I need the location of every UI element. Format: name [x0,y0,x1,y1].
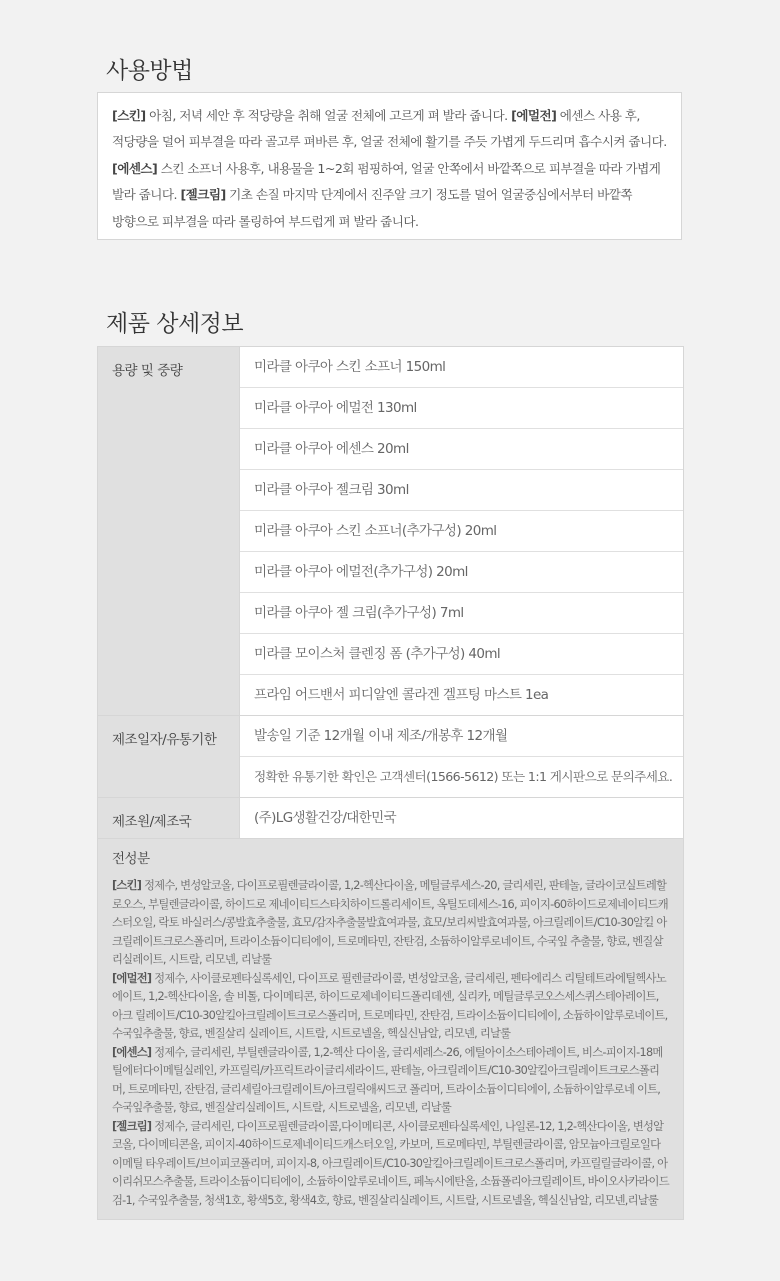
capacity-item: 미라클 아쿠아 젤크림 30ml [240,470,683,511]
ingredients-title: 전성분 [112,851,150,867]
ingredients-tag-gelcream: [젤크림] [112,1119,152,1133]
ingredients-tag-emulsion: [에멀전] [112,971,152,985]
product-detail-table [97,346,684,1220]
ingredients-text-skin: 정제수, 변성알코올, 다이프로필렌글라이콜, 1,2-헥산다이올, 메틸글루세스-20, 글리세린, 판테놀, 글라이코실트레할로오스, 부틸렌글라이콜, 하이드로 제네이티드스타치하이드롤리세이트, 옥틸도데세스-16, 피이지-60하이드로제네이티드캐스터오일, 락토 바실러스/콩발효추출물, 효모/감자추출물발효여과물, 효모/보리씨발효여과물, 아크릴레이트/C10-30알킬 아크릴레이트크로스폴리머, 트라이소듐이디티에이, 트로메타민, 잔탄검, 소듐하이알루로네이트, 수국잎 추출물, 향료, 벤질살리실레이트, 시트랄, 리모넨, 리날룰 [112,879,668,966]
expiry-info: 발송일 기준 12개월 이내 제조/개봉후 12개월 [240,716,683,757]
row-values-capacity [240,347,683,715]
capacity-item: 미라클 아쿠아 에멀전 130ml [240,388,683,429]
row-label-expiry: 제조일자/유통기한 [98,716,240,797]
usage-tag-skin: [스킨] [112,108,146,123]
detail-section-title: 제품 상세정보 [106,311,244,337]
ingredients-skin [112,877,669,970]
capacity-item: 미라클 아쿠아 에센스 20ml [240,429,683,470]
ingredients-emulsion [112,970,669,1044]
ingredients-tag-essence: [에센스] [112,1045,152,1059]
usage-section-title: 사용방법 [106,58,193,84]
ingredients-section [98,839,683,1219]
usage-description [97,92,682,240]
usage-tag-emulsion: [에멀전] [511,108,557,123]
usage-tag-essence: [에센스] [112,160,158,176]
capacity-item: 미라클 아쿠아 에멀전(추가구성) 20ml [240,552,683,593]
ingredients-text-essence: 정제수, 글리세린, 부틸렌글라이콜, 1,2-헥산 다이올, 글리세레스-26, 에틸아이소스테아레이트, 비스-피이지-18메틸에터다이메틸실레인, 카프릴릭/카프릭트라이글리세라이드, 판테놀, 아크릴레이트/C10-30알킬아크릴레이트크로스폴리머, 트로메타민, 잔탄검, 글리세릴아크릴레이트/아크릴릭애씨드코 폴리머, 트라이소듐이디티에이, 소듐하이알루로네 이트, 수국잎추출물, 향료, 벤질살리실레이트, 시트랄, 시트로넬올, 리모넨, 리날룰 [112,1045,663,1114]
usage-text-emulsion: 에센스 사용 후, 적당량을 덜어 피부결을 따라 골고루 펴바른 후, 얼굴 전체에 활기를 주듯 가볍게 두드리며 흡수시켜 줍니다. [112,108,667,150]
ingredients-text-emulsion: 정제수, 사이클로펜타실록세인, 다이프로 필렌글라이콜, 변성알코올, 글리세린, 펜타에리스 리틸테트라에틸헥사노에이트, 1,2-헥산다이올, 솔 비톨, 다이메티콘, 하이드로제네이티드폴리데센, 실리카, 메틸글루코오스세스퀴스테아레이트, 아크 릴레이트/C10-30알킬아크릴레이트크로스폴리머, 트로메타민, 잔탄검, 트라이소듐이디티에이, 소듐하이알루로네이트, 수국잎추출물, 향료, 벤질살리 실레이트, 시트랄, 시트로넬올, 헥실신남알, 리모넨, 리날룰 [112,971,668,1040]
expiry-contact-note: 정확한 유통기한 확인은 고객센터(1566-5612) 또는 1:1 게시판으로 문의주세요. [254,769,673,784]
usage-text-skin: 아침, 저녁 세안 후 적당량을 취해 얼굴 전체에 고르게 펴 발라 줍니다. [145,108,512,123]
usage-tag-gelcream: [젤크림] [180,187,226,203]
ingredients-essence [112,1044,669,1118]
usage-text-gelcream: 기초 손질 마지막 단계에서 진주알 크기 정도를 덜어 얼굴중심에서부터 바깥쪽 방향으로 피부결을 따라 롤링하여 부드럽게 펴 발라 줍니다. [112,187,632,229]
table-row-capacity [98,347,683,716]
row-values-manufacturer [240,798,683,838]
manufacturer-info: (주)LG생활건강/대한민국 [254,810,397,826]
ingredients-tag-skin: [스킨] [112,879,142,892]
capacity-item: 미라클 아쿠아 젤 크림(추가구성) 7ml [240,593,683,634]
usage-text-essence: 스킨 소프너 사용후, 내용물을 1~2회 펌핑하여, 얼굴 안쪽에서 바깥쪽으로 피부결을 따라 가볍게 발라 줍니다. [112,160,661,203]
ingredients-text-gelcream: 정제수, 글리세린, 다이프로필렌글라이콜,다이메티콘, 사이클로펜타실록세인, 나일론-12, 1,2-헥산다이올, 변성알코올, 다이메티콘올, 피이지-40하이드로제네이티드캐스터오일, 카보머, 트로메타민, 부틸렌글라이콜, 암모늄아크릴로일다이메틸 타우레이트/브이피코폴리머, 피이지-8, 아크릴레이트/C10-30알킬아크릴레이트크로스폴리머, 카프릴릴글라이콜, 아이리쉬모스추출물, 트라이소듐이디티에이, 소듐하이알루로네이트, 페녹시에탄올, 소듐폴리아크릴레이트, 바이오사카라이드검-1, 수국잎추출물, 청색1호, 황색5호, 황색4호, 향료, 벤질살리실레이트, 시트랄, 시트로넬올, 헥실신남알, 리모넨,리날룰 [112,1119,669,1207]
ingredients-gelcream [112,1118,669,1211]
capacity-item: 미라클 아쿠아 스킨 소프너 150ml [240,347,683,388]
table-row-expiry [98,716,683,798]
row-label-manufacturer: 제조원/제조국 [98,798,240,838]
row-label-capacity: 용량 및 중량 [98,347,240,715]
capacity-item: 프라임 어드밴서 피디알엔 콜라겐 겔프팅 마스트 1ea [254,687,549,703]
capacity-item: 미라클 아쿠아 스킨 소프너(추가구성) 20ml [240,511,683,552]
row-values-expiry [240,716,683,797]
table-row-manufacturer [98,798,683,839]
capacity-item: 미라클 모이스처 클렌징 폼 (추가구성) 40ml [240,634,683,675]
